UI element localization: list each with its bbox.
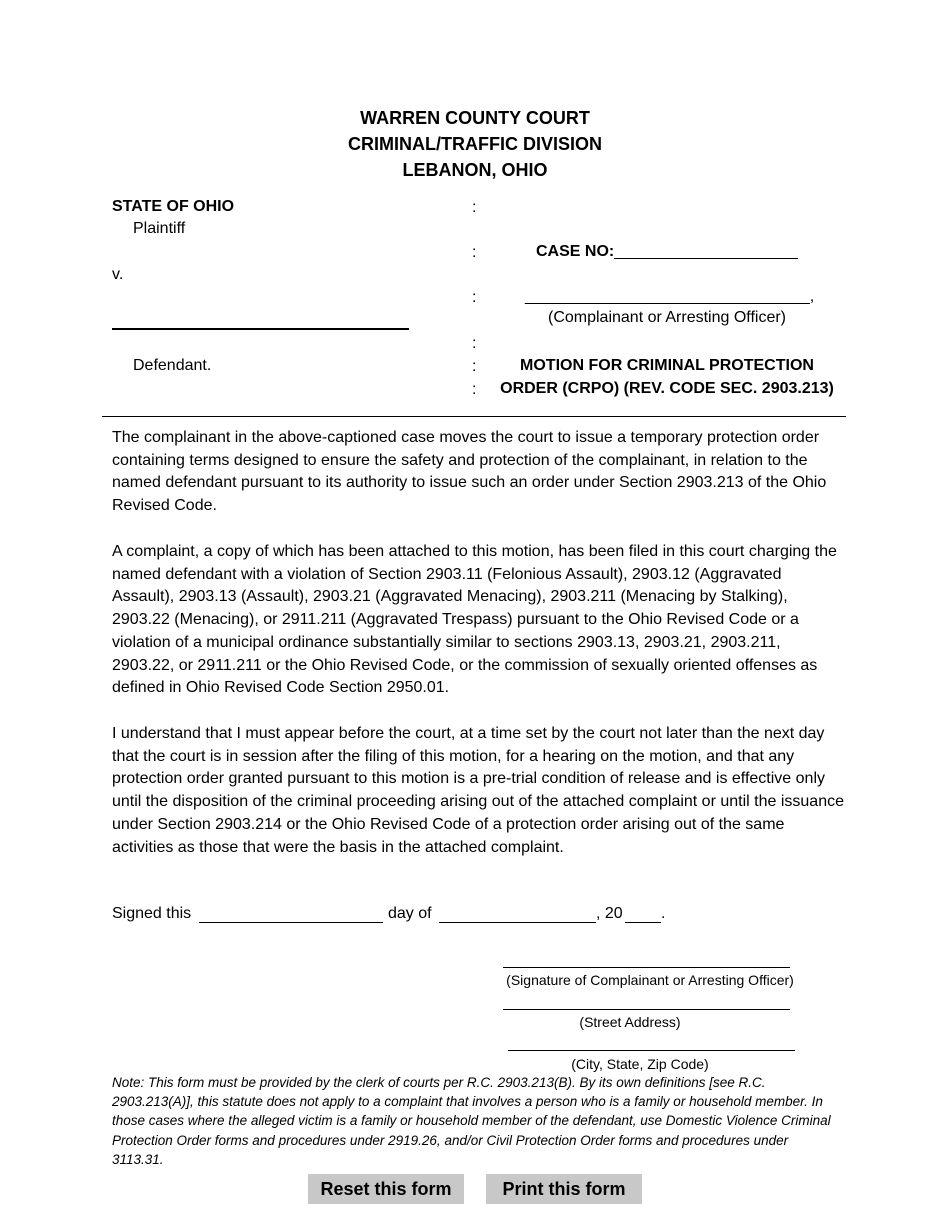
caption-colon: :: [472, 199, 477, 216]
signed-year-field[interactable]: [625, 922, 661, 923]
court-location: LEBANON, OHIO: [402, 160, 548, 180]
motion-title-line1: MOTION FOR CRIMINAL PROTECTION: [520, 357, 814, 374]
motion-paragraph-3: I understand that I must appear before the court, at a time set by the court not later than the next day that the court is in session after the filing of this motion, for a hearing on the motion, and that any protection order granted pursuant to this motion is a pre-trial condition of release and is effective only until the disposition of the criminal proceeding arising out of the attached complaint or until the issuance under Section 2903.214 or the Ohio Revised Code of a protection order arising out of the same activities as those that were the basis in the attached complaint.: [112, 725, 844, 856]
signed-period: .: [661, 905, 666, 922]
case-no-label: CASE NO:: [536, 243, 615, 260]
city-state-zip-field[interactable]: [508, 1050, 795, 1051]
signature-field[interactable]: [503, 967, 790, 968]
signed-this-label: Signed this: [112, 905, 192, 922]
year-prefix-label: , 20: [596, 905, 623, 922]
signed-day-field[interactable]: [199, 922, 383, 923]
reset-form-button[interactable]: Reset this form: [308, 1174, 464, 1204]
caption-colon: :: [472, 244, 477, 261]
clerk-note: Note: This form must be provided by the clerk of courts per R.C. 2903.213(B). By its own definitions [see R.C. 2903.213(A)], this statute does not apply to a complaint that involves a person who is a family or household member. In those cases where the alleged victim is a family or household member of the defendant, use Domestic Violence Criminal Protection Order forms and procedures under 2919.26, and/or Civil Protection Order forms and procedures under 3113.31.: [112, 1075, 831, 1167]
complainant-field[interactable]: ________________________________,: [525, 288, 815, 305]
caption-colon: :: [472, 381, 477, 398]
versus-label: v.: [112, 266, 124, 283]
street-address-field[interactable]: [503, 1009, 790, 1010]
street-address-label: (Street Address): [579, 1014, 681, 1030]
city-state-zip-label: (City, State, Zip Code): [571, 1056, 709, 1072]
signature-label: (Signature of Complainant or Arresting Officer): [506, 972, 794, 988]
court-name: WARREN COUNTY COURT: [360, 108, 590, 128]
motion-paragraph-2: A complaint, a copy of which has been attached to this motion, has been filed in this court charging the named defendant with a violation of Section 2903.11 (Felonious Assault), 2903.12 (Aggravated Assault), 2903.13 (Assault), 2903.21 (Aggravated Menacing), 2903.211 (Menacing by Stalking), 2903.22 (Menacing), or 2911.211 (Aggravated Trespass) pursuant to the Ohio Revised Code or a violation of a municipal ordinance substantially similar to sections 2903.13, 2903.21, 2903.211, 2903.22, or 2911.211 or the Ohio Revised Code, or the commission of sexually oriented offenses as defined in Ohio Revised Code Section 2950.01.: [112, 543, 837, 697]
defendant-name-line[interactable]: [112, 328, 409, 330]
day-of-label: day of: [388, 905, 432, 922]
court-division: CRIMINAL/TRAFFIC DIVISION: [348, 134, 602, 154]
caption-colon: :: [472, 289, 477, 306]
plaintiff-label: Plaintiff: [133, 220, 186, 237]
complainant-label: (Complainant or Arresting Officer): [547, 309, 786, 326]
caption-colon: :: [472, 335, 477, 352]
motion-title-line2: ORDER (CRPO) (REV. CODE SEC. 2903.213): [500, 380, 834, 397]
caption-colon: :: [472, 358, 477, 375]
signed-month-field[interactable]: [439, 922, 596, 923]
defendant-label: Defendant.: [133, 357, 212, 374]
plaintiff-name: STATE OF OHIO: [112, 198, 235, 215]
motion-paragraph-1: The complainant in the above-captioned case moves the court to issue a temporary protection order containing terms designed to ensure the safety and protection of the complainant, in relation to the named defendant pursuant to its authority to issue such an order under Section 2903.213 of the Ohio Revised Code.: [112, 429, 827, 515]
case-no-field[interactable]: [614, 258, 798, 259]
print-form-button[interactable]: Print this form: [486, 1174, 642, 1204]
caption-divider: [102, 416, 846, 417]
